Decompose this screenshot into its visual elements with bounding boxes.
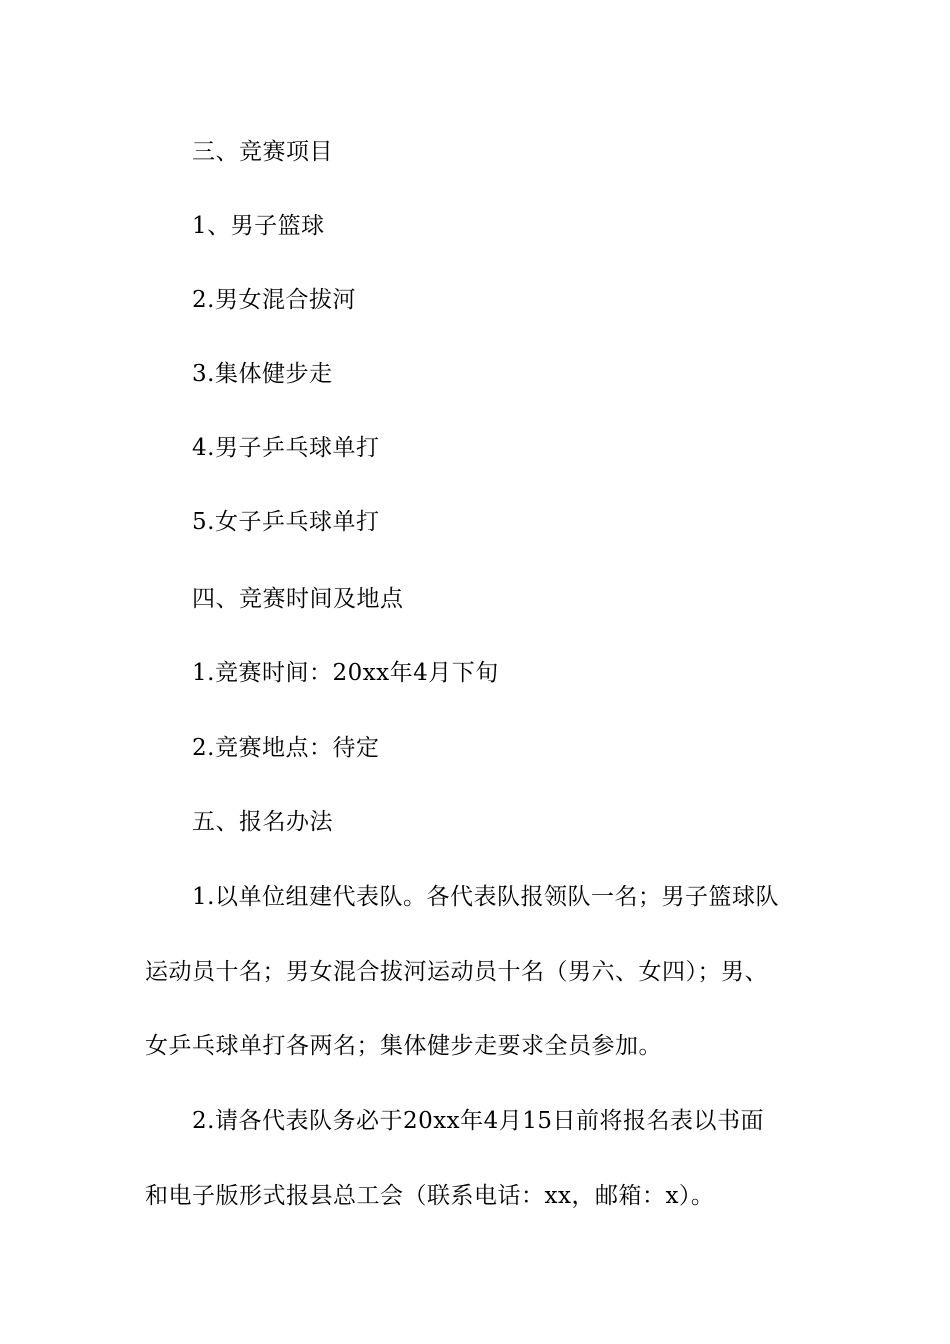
section-heading-competition-events: 三、竞赛项目 bbox=[192, 139, 333, 165]
event-item-womens-table-tennis: 5.女子乒乓球单打 bbox=[192, 509, 380, 535]
registration-paragraph-1-line-3: 女乒乓球单打各两名；集体健步走要求全员参加。 bbox=[145, 1033, 662, 1059]
registration-paragraph-1-line-2: 运动员十名；男女混合拔河运动员十名（男六、女四）；男、 bbox=[145, 959, 768, 985]
event-item-basketball: 1、男子篮球 bbox=[192, 213, 325, 239]
section-heading-registration: 五、报名办法 bbox=[192, 809, 333, 835]
registration-paragraph-1-line-1: 1.以单位组建代表队。各代表队报领队一名；男子篮球队 bbox=[192, 884, 779, 910]
event-item-walking: 3.集体健步走 bbox=[192, 361, 333, 387]
registration-paragraph-2-line-1: 2.请各代表队务必于20xx年4月15日前将报名表以书面 bbox=[192, 1108, 765, 1134]
event-item-tug-of-war: 2.男女混合拔河 bbox=[192, 287, 356, 313]
registration-paragraph-2-line-2: 和电子版形式报县总工会（联系电话：xx，邮箱：x）。 bbox=[145, 1183, 715, 1209]
competition-time: 1.竞赛时间：20xx年4月下旬 bbox=[192, 660, 499, 686]
section-heading-time-and-place: 四、竞赛时间及地点 bbox=[192, 586, 404, 612]
competition-place: 2.竞赛地点：待定 bbox=[192, 735, 380, 761]
event-item-mens-table-tennis: 4.男子乒乓球单打 bbox=[192, 435, 380, 461]
